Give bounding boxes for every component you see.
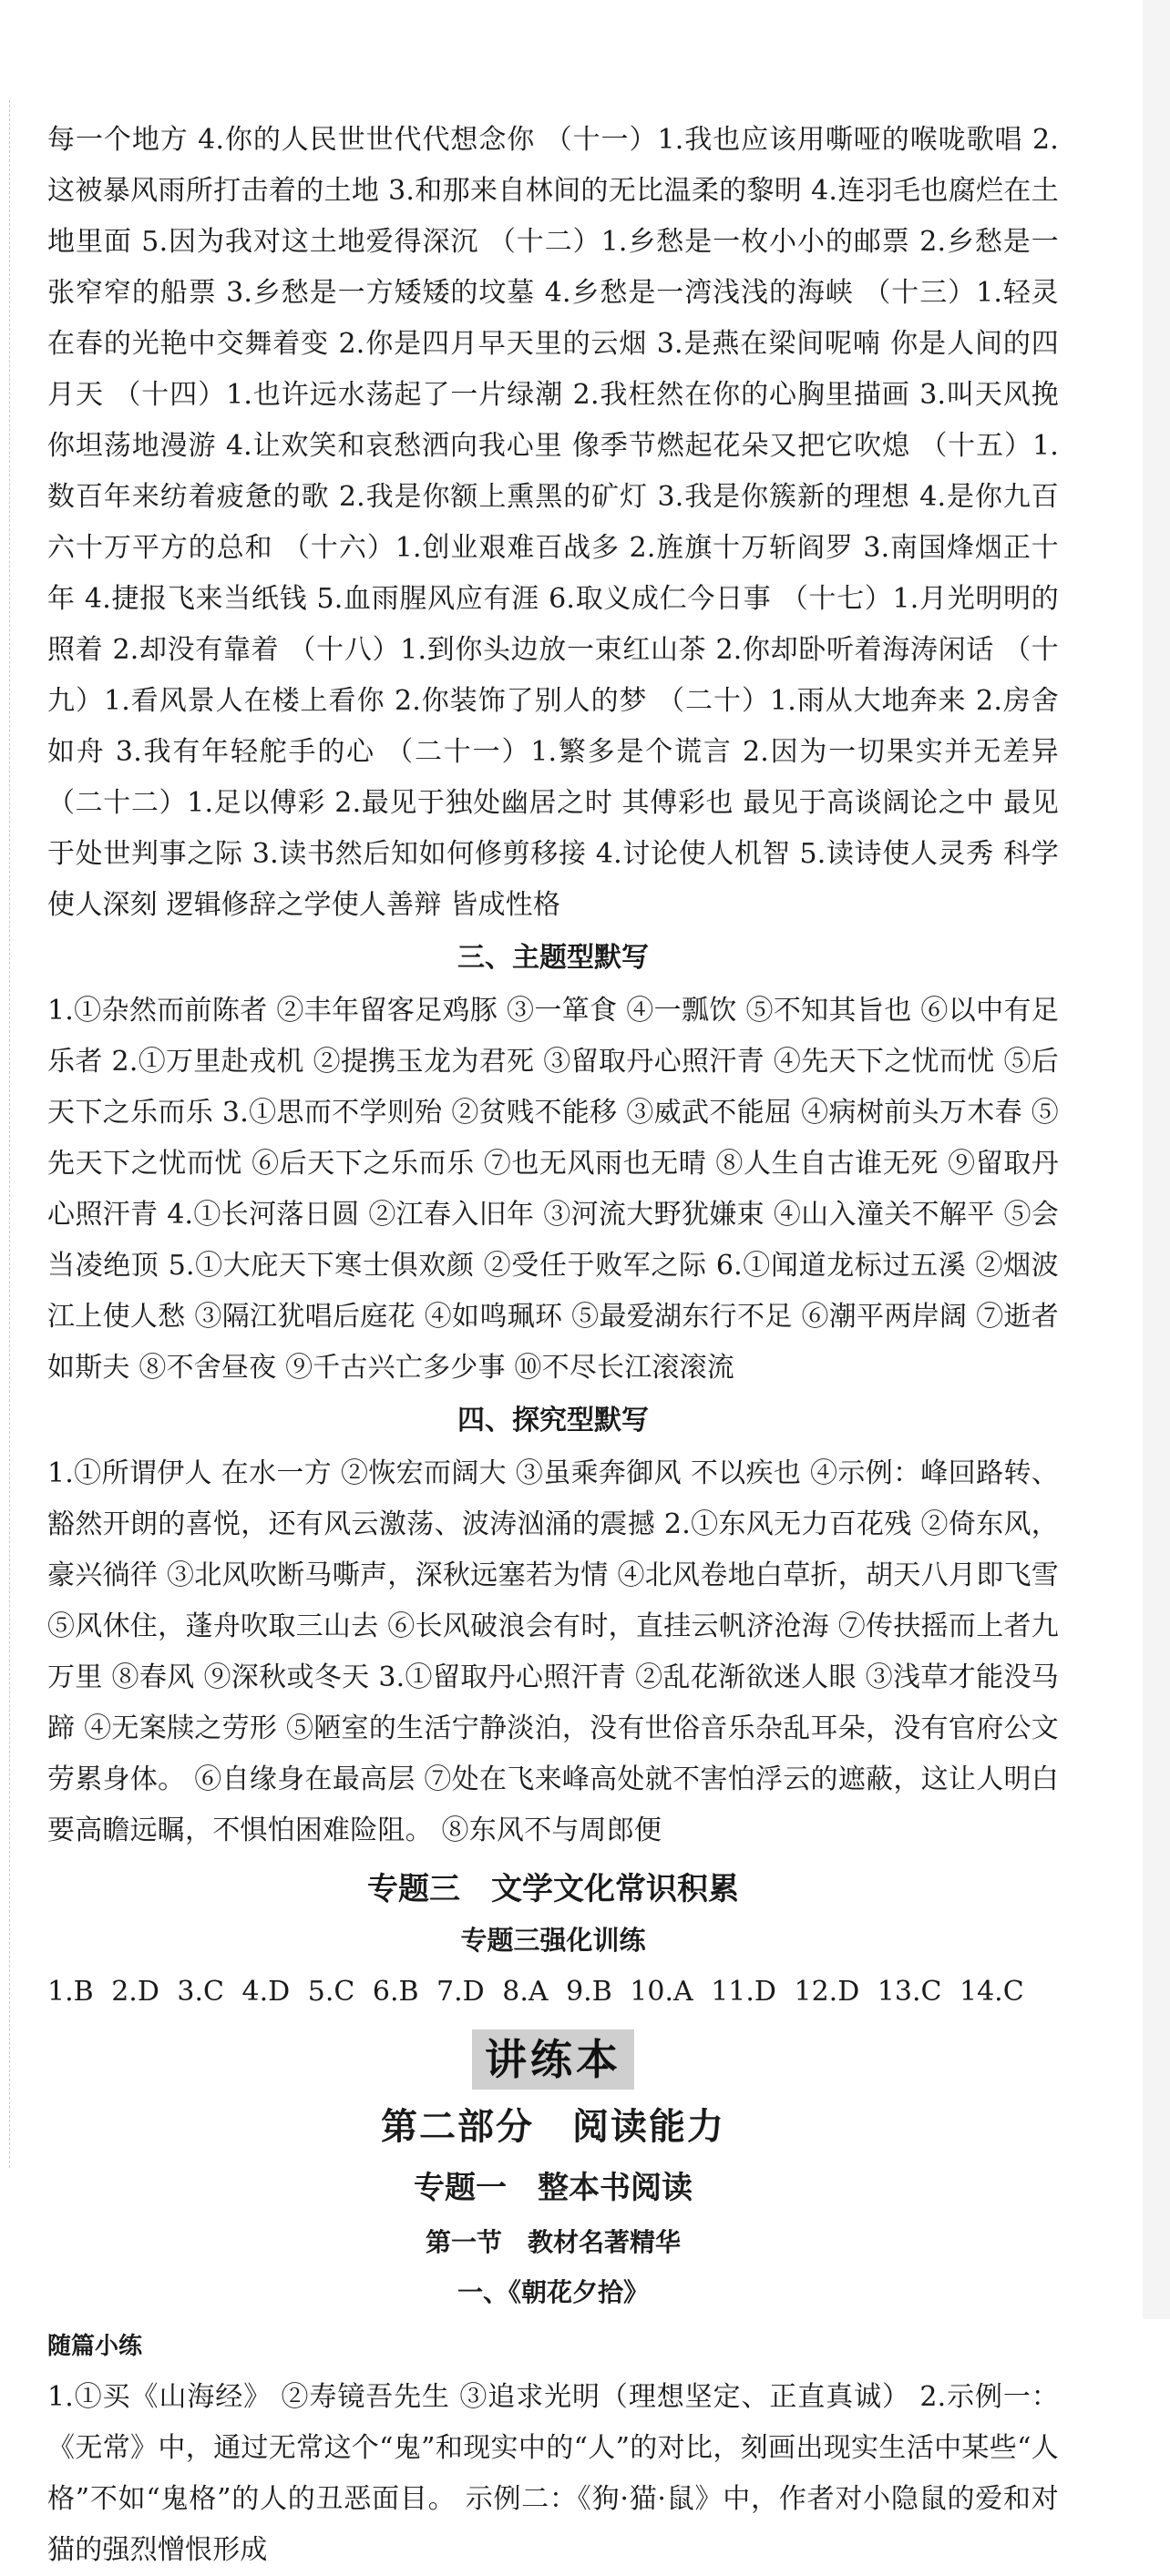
part2-section1-title: 第一节 教材名著精华	[425, 2227, 681, 2257]
page-edge-shadow	[1143, 0, 1170, 2319]
part2-subsection-title: 一、《朝花夕拾》	[457, 2277, 649, 2307]
part2-topic1-title: 专题一 整本书阅读	[414, 2170, 693, 2206]
binding-margin-line	[9, 100, 10, 2168]
practice-answers: 1.①买《山海经》 ②寿镜吾先生 ③追求光明（理想坚定、正直真诚） 2.示例一：《无常》中，通过无常这个“鬼”和现实中的“人”的对比，刻画出现实生活中某些“人格”不如“鬼格”的人的丑恶面目。 示例二：《狗·猫·鼠》中，作者对小隐鼠的爱和对猫的强烈憎恨形成	[47, 2381, 1059, 2566]
section-title-thematic-recitation: 三、主题型默写	[457, 942, 649, 974]
page-content	[47, 115, 1059, 2576]
poem-recitation-answers: 每一个地方 4.你的人民世世代代想念你 （十一）1.我也应该用嘶哑的喉咙歌唱 2.这被暴风雨所打击着的土地 3.和那来自林间的无比温柔的黎明 4.连羽毛也腐烂在土地里面 5.因为我对这土地爱得深沉 （十二）1.乡愁是一枚小小的邮票 2.乡愁是一张窄窄的船票 3.乡愁是一方矮矮的坟墓 4.乡愁是一湾浅浅的海峡 （十三）1.轻灵在春的光艳中交舞着变 2.你是四月早天里的云烟 3.是燕在梁间呢喃 你是人间的四月天 （十四）1.也许远水荡起了一片绿潮 2.我枉然在你的心胸里描画 3.叫天风挽你坦荡地漫游 4.让欢笑和哀愁洒向我心里 像季节燃起花朵又把它吹熄 （十五）1.数百年来纺着疲惫的歌 2.我是你额上熏黑的矿灯 3.我是你簇新的理想 4.是你九百六十万平方的总和 （十六）1.创业艰难百战多 2.旌旗十万斩阎罗 3.南国烽烟正十年 4.捷报飞来当纸钱 5.血雨腥风应有涯 6.取义成仁今日事 （十七）1.月光明明的照着 2.却没有靠着 （十八）1.到你头边放一束红山茶 2.你却卧听着海涛闲话 （十九）1.看风景人在楼上看你 2.你装饰了别人的梦 （二十）1.雨从大地奔来 2.房舍如舟 3.我有年轻舵手的心 （二十一）1.繁多是个谎言 2.因为一切果实并无差异 （二十二）1.足以傅彩 2.最见于独处幽居之时 其傅彩也 最见于高谈阔论之中 最见于处世判事之际 3.读书然后知如何修剪移接 4.讨论使人机智 5.读诗使人灵秀 科学使人深刻 逻辑修辞之学使人善辩 皆成性格	[47, 124, 1059, 921]
topic3-answer-key: 1.B 2.D 3.C 4.D 5.C 6.B 7.D 8.A 9.B 10.A 11.D 12.D 13.C 14.C	[47, 1976, 1024, 2008]
lecture-practice-banner: 讲练本	[472, 2029, 634, 2090]
thematic-recitation-answers: 1.①杂然而前陈者 ②丰年留客足鸡豚 ③一箪食 ④一瓢饮 ⑤不知其旨也 ⑥以中有足乐者 2.①万里赴戎机 ②提携玉龙为君死 ③留取丹心照汗青 ④先天下之忧而忧 ⑤后天下之乐而乐 3.①思而不学则殆 ②贫贱不能移 ③威武不能屈 ④病树前头万木春 ⑤先天下之忧而忧 ⑥后天下之乐而乐 ⑦也无风雨也无晴 ⑧人生自古谁无死 ⑨留取丹心照汗青 4.①长河落日圆 ②江春入旧年 ③河流大野犹嫌束 ④山入潼关不解平 ⑤会当凌绝顶 5.①大庇天下寒士俱欢颜 ②受任于败军之际 6.①闻道龙标过五溪 ②烟波江上使人愁 ③隔江犹唱后庭花 ④如鸣珮环 ⑤最爱湖东行不足 ⑥潮平两岸阔 ⑦逝者如斯夫 ⑧不舍昼夜 ⑨千古兴亡多少事 ⑩不尽长江滚滚流	[47, 995, 1059, 1384]
part2-title: 第二部分 阅读能力	[381, 2106, 725, 2148]
topic3-subtitle: 专题三强化训练	[460, 1925, 646, 1956]
topic3-title: 专题三 文学文化常识积累	[367, 1871, 739, 1907]
section-title-exploratory-recitation: 四、探究型默写	[457, 1405, 649, 1436]
exploratory-recitation-answers: 1.①所谓伊人 在水一方 ②恢宏而阔大 ③虽乘奔御风 不以疾也 ④示例：峰回路转、豁然开朗的喜悦，还有风云激荡、波涛汹涌的震撼 2.①东风无力百花残 ②倚东风，豪兴徜徉 ③北风吹断马嘶声，深秋远塞若为情 ④北风卷地白草折，胡天八月即飞雪 ⑤风休住，蓬舟吹取三山去 ⑥长风破浪会有时，直挂云帆济沧海 ⑦传扶摇而上者九万里 ⑧春风 ⑨深秋或冬天 3.①留取丹心照汗青 ②乱花渐欲迷人眼 ③浅草才能没马蹄 ④无案牍之劳形 ⑤陋室的生活宁静淡泊，没有世俗音乐杂乱耳朵，没有官府公文劳累身体。 ⑥自缘身在最高层 ⑦处在飞来峰高处就不害怕浮云的遮蔽，这让人明白要高瞻远瞩，不惧怕困难险阻。 ⑧东风不与周郎便	[47, 1457, 1059, 1846]
banner-wrapper	[47, 2029, 1059, 2090]
practice-label: 随篇小练	[47, 2333, 143, 2360]
